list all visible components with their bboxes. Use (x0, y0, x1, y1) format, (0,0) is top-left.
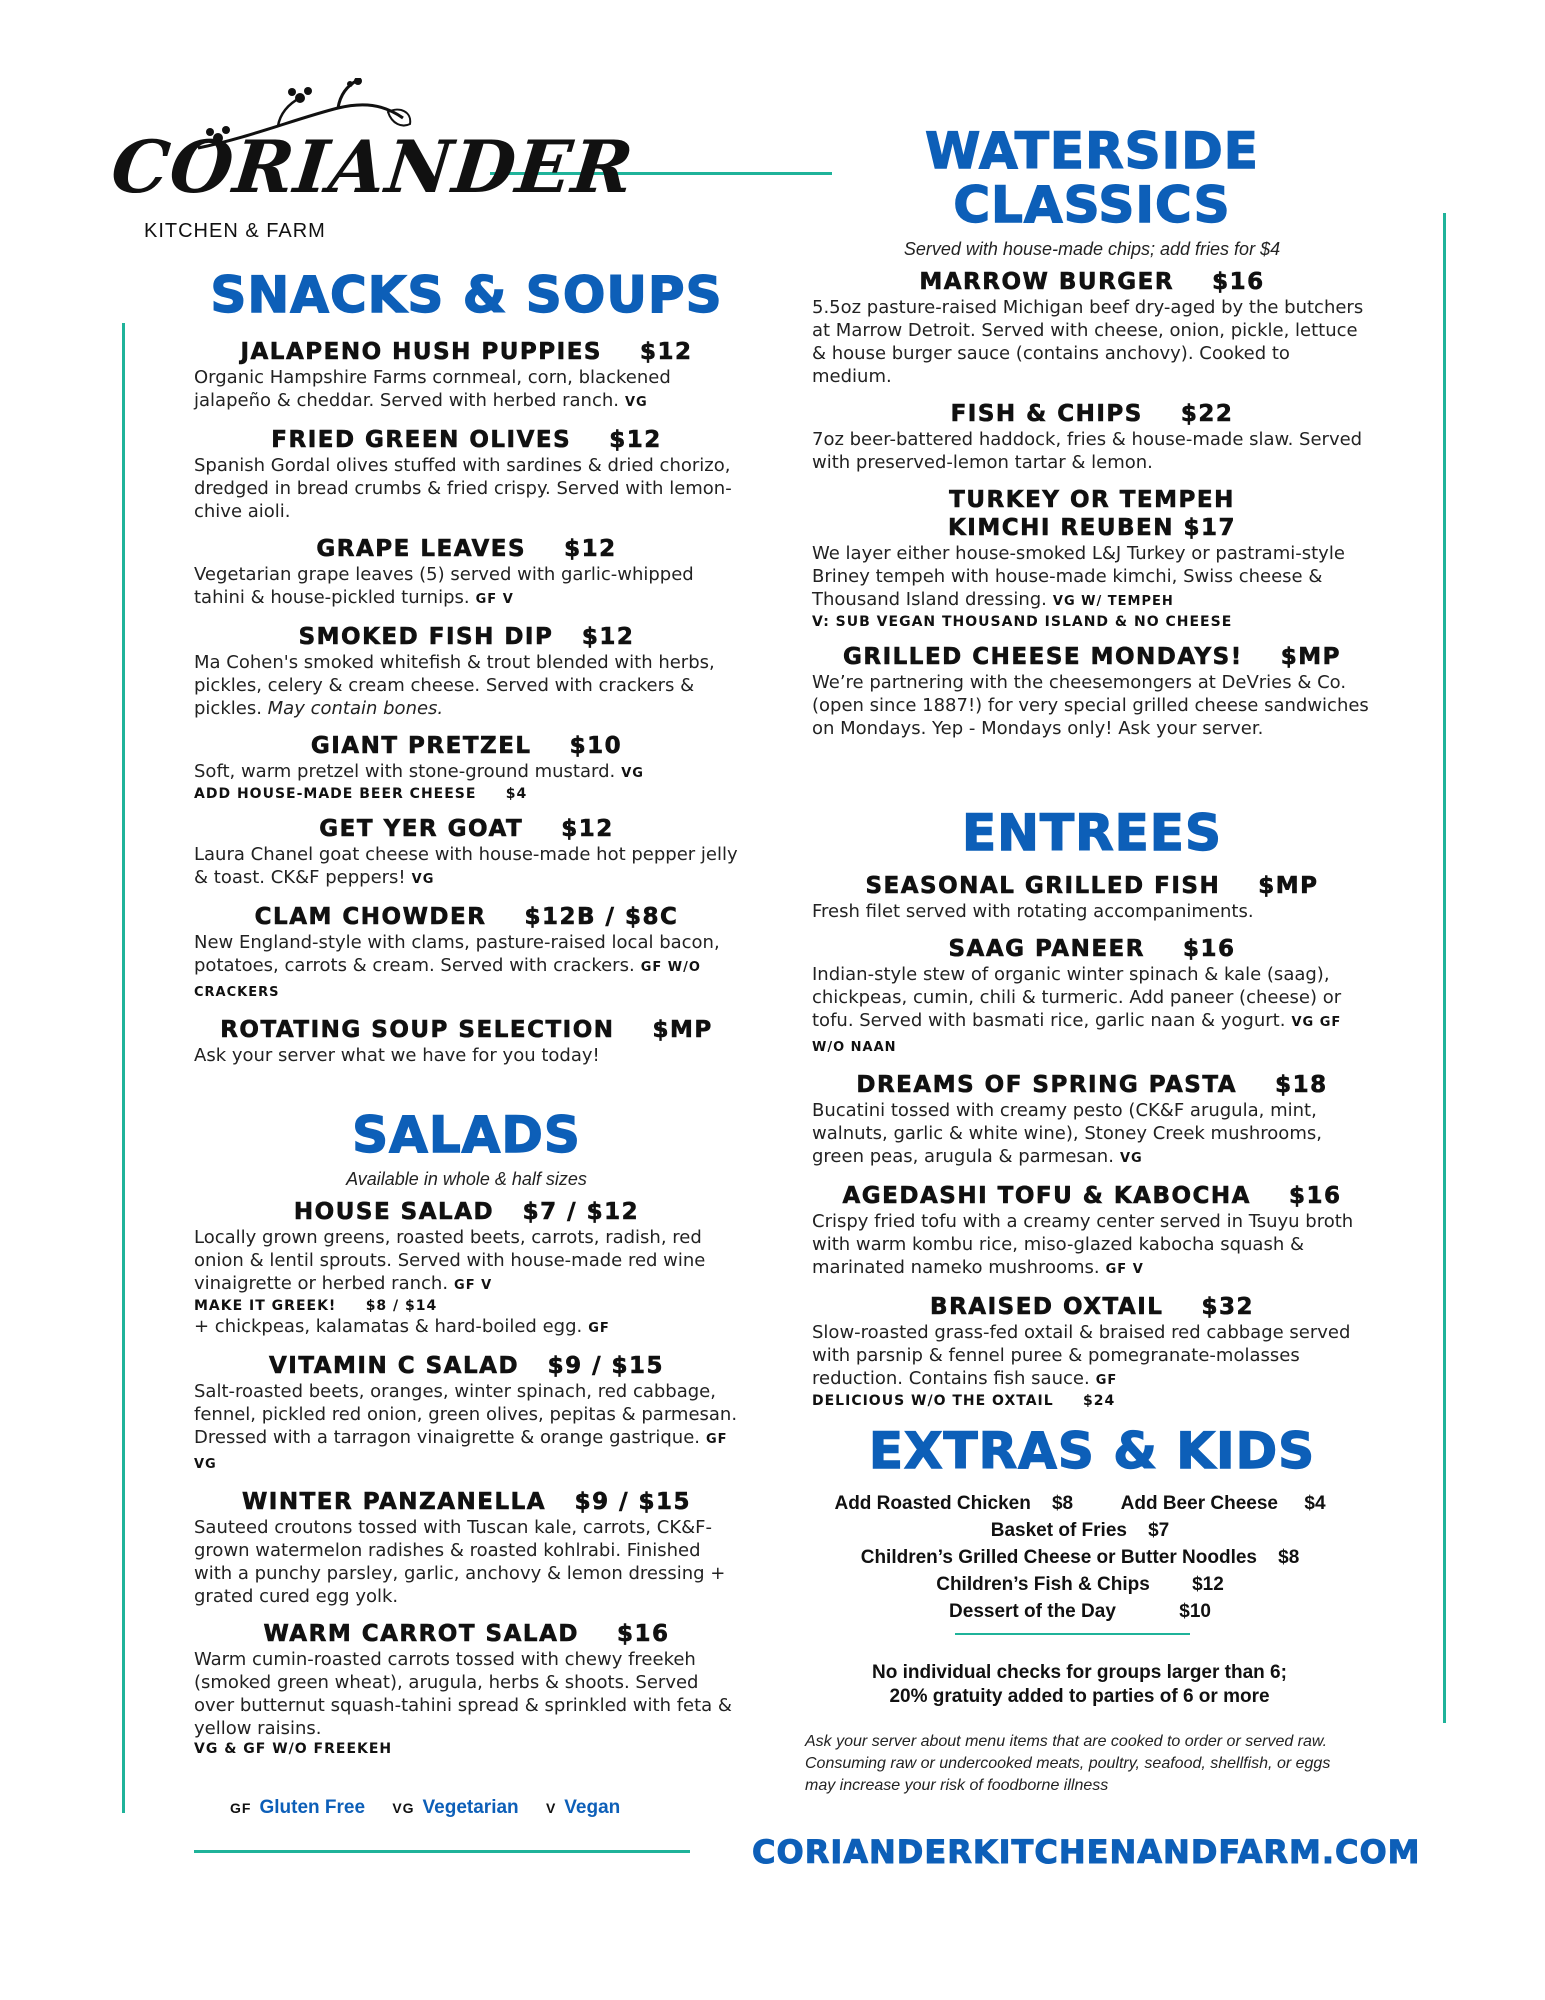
item-name: FRIED GREEN OLIVES (271, 427, 572, 453)
menu-item (194, 623, 739, 720)
extra-chicken: Add Roasted Chicken (834, 1493, 1031, 1514)
item-addon: MAKE IT GREEK! $8 / $14 (194, 1298, 438, 1314)
diet-tag: VG (621, 766, 644, 781)
menu-item (194, 1488, 739, 1608)
item-desc: Ma Cohen's smoked whitefish & trout blended with herbs, pickles, celery & cream cheese. Served with crackers & pickles. (194, 652, 715, 719)
item-desc: Soft, warm pretzel with stone-ground mustard. (194, 761, 616, 782)
item-price: $12B / $8C (524, 904, 679, 930)
item-name: SMOKED FISH DIP (298, 624, 554, 650)
item-name: MARROW BURGER (919, 269, 1175, 295)
item-name: BRAISED OXTAIL (930, 1294, 1164, 1320)
menu-item (194, 903, 739, 1004)
item-desc: We layer either house-smoked L&J Turkey or pastrami-style Briney tempeh with house-made kimchi, Swiss cheese & Thousand Island dressing. (812, 543, 1345, 610)
extras-row (800, 1517, 1360, 1544)
menu-item (194, 426, 739, 523)
extra-dessert-price: $10 (1179, 1601, 1211, 1622)
legend-vg-key: VG (392, 1800, 415, 1816)
extras-list (800, 1490, 1360, 1625)
item-warning: May contain bones. (267, 698, 444, 719)
item-price: $16 (1183, 936, 1236, 962)
notice-line1: No individual checks for groups larger than 6; (872, 1662, 1287, 1683)
item-price: $MP (652, 1017, 713, 1043)
addon-desc: + chickpeas, kalamatas & hard-boiled egg. (194, 1316, 583, 1337)
item-price: $12 (640, 339, 693, 365)
item-price: $MP (1258, 873, 1319, 899)
item-name-line2: KIMCHI REUBEN $17 (947, 515, 1237, 541)
item-name: JALAPENO HUSH PUPPIES (240, 339, 602, 365)
item-price: $12 (609, 427, 662, 453)
item-name: SAAG PANEER (948, 936, 1145, 962)
diet-tag: VG (1119, 1151, 1143, 1166)
right-rule (1443, 213, 1446, 1723)
item-price: $12 (561, 816, 614, 842)
item-addon: ADD HOUSE-MADE BEER CHEESE $4 (194, 786, 528, 802)
extra-dessert: Dessert of the Day (949, 1601, 1116, 1622)
item-price: $16 (1212, 269, 1265, 295)
diet-tag: GF V (454, 1278, 493, 1293)
item-name: DREAMS OF SPRING PASTA (856, 1072, 1238, 1098)
diet-tag: GF (588, 1321, 610, 1336)
item-price: $22 (1180, 401, 1234, 427)
item-name: ROTATING SOUP SELECTION (220, 1017, 615, 1043)
waterside-title-line1: WATERSIDE (925, 122, 1259, 180)
diet-tag: GF VG (194, 1432, 728, 1472)
legend-v-key: V (545, 1800, 557, 1816)
menu-item (812, 872, 1372, 923)
menu-item (194, 1352, 739, 1476)
item-price: $9 / $15 (547, 1353, 665, 1379)
diet-tag: VG (625, 395, 648, 410)
item-desc: Spanish Gordal olives stuffed with sardines & dried chorizo, dredged in bread crumbs & fried crispy. Served with lemon-chive aioli. (194, 455, 732, 522)
item-name: AGEDASHI TOFU & KABOCHA (842, 1183, 1251, 1209)
extra-fries-price: $7 (1148, 1520, 1170, 1541)
legend-gf-key: GF (230, 1800, 252, 1816)
logo-wordmark: CORIANDER (107, 124, 638, 209)
left-rule (122, 323, 125, 1813)
menu-item (812, 1182, 1372, 1281)
item-price: $16 (617, 1621, 670, 1647)
extras-row (800, 1490, 1360, 1517)
item-name: HOUSE SALAD (293, 1199, 495, 1225)
group-notice (812, 1661, 1347, 1709)
item-price: $12 (581, 624, 635, 650)
menu-item (194, 1198, 739, 1340)
item-price: $7 / $12 (522, 1199, 640, 1225)
bottom-rule (194, 1850, 690, 1853)
menu-item (812, 486, 1372, 631)
extra-grilled-cheese-price: $8 (1278, 1547, 1300, 1568)
item-desc: Fresh filet served with rotating accompaniments. (812, 901, 1254, 922)
item-desc: Locally grown greens, roasted beets, carrots, radish, red onion & lentil sprouts. Served with house-made red wine vinaigrette or herbed ranch. (194, 1227, 706, 1294)
item-desc: Bucatini tossed with creamy pesto (CK&F arugula, mint, walnuts, garlic & white wine), Stoney Creek mushrooms, green peas, arugula & parmesan. (812, 1100, 1322, 1167)
item-desc: Crispy fried tofu with a creamy center served in Tsuyu broth with warm kombu rice, miso-glazed kabocha squash & marinated nameko mushrooms. (812, 1211, 1354, 1278)
snacks-title: SNACKS & SOUPS (210, 266, 723, 324)
item-desc: 5.5oz pasture-raised Michigan beef dry-aged by the butchers at Marrow Detroit. Served with cheese, onion, pickle, lettuce & house burger sauce (contains anchovy). Cooked to medium. (812, 297, 1364, 387)
website-link[interactable]: CORIANDERKITCHENANDFARM.COM (752, 1833, 1421, 1871)
snacks-section (194, 268, 739, 1079)
legend-gf: Gluten Free (259, 1797, 366, 1818)
diet-tag: GF (1095, 1373, 1118, 1388)
item-name: FISH & CHIPS (950, 401, 1143, 427)
menu-item (812, 400, 1372, 474)
extras-title: EXTRAS & KIDS (868, 1422, 1316, 1480)
item-desc: Ask your server what we have for you today! (194, 1045, 600, 1066)
item-name: WINTER PANZANELLA (241, 1489, 547, 1515)
item-desc: Sauteed croutons tossed with Tuscan kale, carrots, CK&F-grown watermelon radishes & roasted kohlrabi. Finished with a punchy parsley, garlic, anchovy & lemon dressing + grated cured egg yolk. (194, 1517, 726, 1607)
item-name: GRAPE LEAVES (316, 536, 527, 562)
salads-title: SALADS (352, 1106, 581, 1164)
item-desc: Vegetarian grape leaves (5) served with garlic-whipped tahini & house-pickled turnips. (194, 564, 694, 608)
item-name: GET YER GOAT (319, 816, 524, 842)
menu-item (194, 1620, 739, 1758)
diet-tag: GF V (1105, 1262, 1144, 1277)
extras-row (800, 1544, 1360, 1571)
item-name: WARM CARROT SALAD (263, 1621, 579, 1647)
entrees-section (812, 806, 1372, 1422)
extra-kids-fish-price: $12 (1192, 1574, 1224, 1595)
item-addon: DELICIOUS W/O THE OXTAIL $24 (812, 1393, 1116, 1409)
item-name: GRILLED CHEESE MONDAYS! (843, 644, 1243, 670)
menu-item (194, 815, 739, 891)
item-desc: Salt-roasted beets, oranges, winter spinach, red cabbage, fennel, pickled red onion, green olives, pepitas & parmesan. Dressed with a tarragon vinaigrette & orange gastrique. (194, 1381, 738, 1448)
diet-legend (230, 1797, 620, 1819)
menu-item (812, 1071, 1372, 1170)
extra-kids-fish: Children’s Fish & Chips (936, 1574, 1150, 1595)
menu-item (812, 1293, 1372, 1410)
extra-beer-cheese-price: $4 (1304, 1493, 1326, 1514)
item-price: $12 (564, 536, 617, 562)
item-name: TURKEY OR TEMPEH (949, 487, 1235, 513)
item-desc: Slow-roasted grass-fed oxtail & braised red cabbage served with parsnip & fennel puree & pomegranate-molasses reduction. Contains fish sauce. (812, 1322, 1351, 1389)
legend-vg: Vegetarian (422, 1797, 519, 1818)
extras-row (800, 1571, 1360, 1598)
item-name: GIANT PRETZEL (310, 733, 532, 759)
entrees-title: ENTREES (962, 804, 1222, 862)
item-desc: Indian-style stew of organic winter spinach & kale (saag), chickpeas, cumin, chili & turmeric. Add paneer (cheese) or tofu. Served with basmati rice, garlic naan & yogurt. (812, 964, 1342, 1031)
diet-tag: VG (411, 872, 435, 887)
diet-tag: VG GF W/O NAAN (812, 1015, 1342, 1055)
item-desc: We’re partnering with the cheesemongers at DeVries & Co. (open since 1887!) for very special grilled cheese sandwiches on Mondays. Yep - Mondays only! Ask your server. (812, 672, 1369, 739)
salads-section (194, 1108, 739, 1770)
extra-grilled-cheese: Children’s Grilled Cheese or Butter Noodles (860, 1547, 1257, 1568)
menu-item (194, 535, 739, 611)
item-addon: V: SUB VEGAN THOUSAND ISLAND & NO CHEESE (812, 614, 1233, 630)
extras-header (812, 1424, 1372, 1478)
item-addon: VG & GF W/O FREEKEH (194, 1741, 393, 1757)
item-desc: Laura Chanel goat cheese with house-made hot pepper jelly & toast. CK&F peppers! (194, 844, 738, 888)
menu-item (194, 732, 739, 803)
diet-tag: GF V (475, 592, 514, 607)
extra-fries: Basket of Fries (990, 1520, 1127, 1541)
extra-chicken-price: $8 (1051, 1493, 1074, 1514)
menu-item (812, 268, 1372, 388)
legend-v: Vegan (564, 1797, 621, 1818)
menu-item (812, 935, 1372, 1059)
item-desc: Warm cumin-roasted carrots tossed with chewy freekeh (smoked green wheat), arugula, herbs & shoots. Served over butternut squash-tahini spread & sprinkled with feta & yellow raisins. (194, 1649, 732, 1739)
item-desc: New England-style with clams, pasture-raised local bacon, potatoes, carrots & cream. Served with crackers. (194, 932, 720, 976)
diet-tag: VG W/ TEMPEH (1052, 594, 1174, 609)
item-desc: Organic Hampshire Farms cornmeal, corn, blackened jalapeño & cheddar. Served with herbed ranch. (194, 367, 671, 411)
item-name: VITAMIN C SALAD (268, 1353, 520, 1379)
waterside-title-line2: CLASSICS (953, 176, 1231, 234)
food-disclaimer: Ask your server about menu items that are cooked to order or served raw. Consuming raw or undercooked meats, poultry, seafood, shellfish, or eggs may increase your risk of foodborne illness (805, 1733, 1331, 1794)
item-price: $16 (1289, 1183, 1342, 1209)
item-price: $10 (569, 733, 623, 759)
waterside-section (812, 124, 1372, 752)
salads-note: Available in whole & half sizes (346, 1169, 587, 1189)
item-price: $9 / $15 (574, 1489, 692, 1515)
menu-item (194, 338, 739, 414)
item-name: SEASONAL GRILLED FISH (865, 873, 1221, 899)
extras-divider (955, 1633, 1190, 1635)
logo-subtitle: KITCHEN & FARM (144, 220, 326, 242)
extras-row (800, 1598, 1360, 1625)
item-price: $32 (1201, 1294, 1254, 1320)
item-price: $MP (1280, 644, 1341, 670)
notice-line2: 20% gratuity added to parties of 6 or more (889, 1686, 1270, 1707)
diet-tag: GF W/O CRACKERS (194, 960, 701, 1000)
item-desc: 7oz beer-battered haddock, fries & house-made slaw. Served with preserved-lemon tartar & lemon. (812, 429, 1363, 473)
menu-item (194, 1016, 739, 1067)
logo (107, 78, 638, 253)
item-price: $18 (1275, 1072, 1328, 1098)
menu-item (812, 643, 1372, 740)
extra-beer-cheese: Add Beer Cheese (1120, 1493, 1278, 1514)
item-name: CLAM CHOWDER (254, 904, 487, 930)
waterside-note: Served with house-made chips; add fries for $4 (903, 239, 1281, 259)
